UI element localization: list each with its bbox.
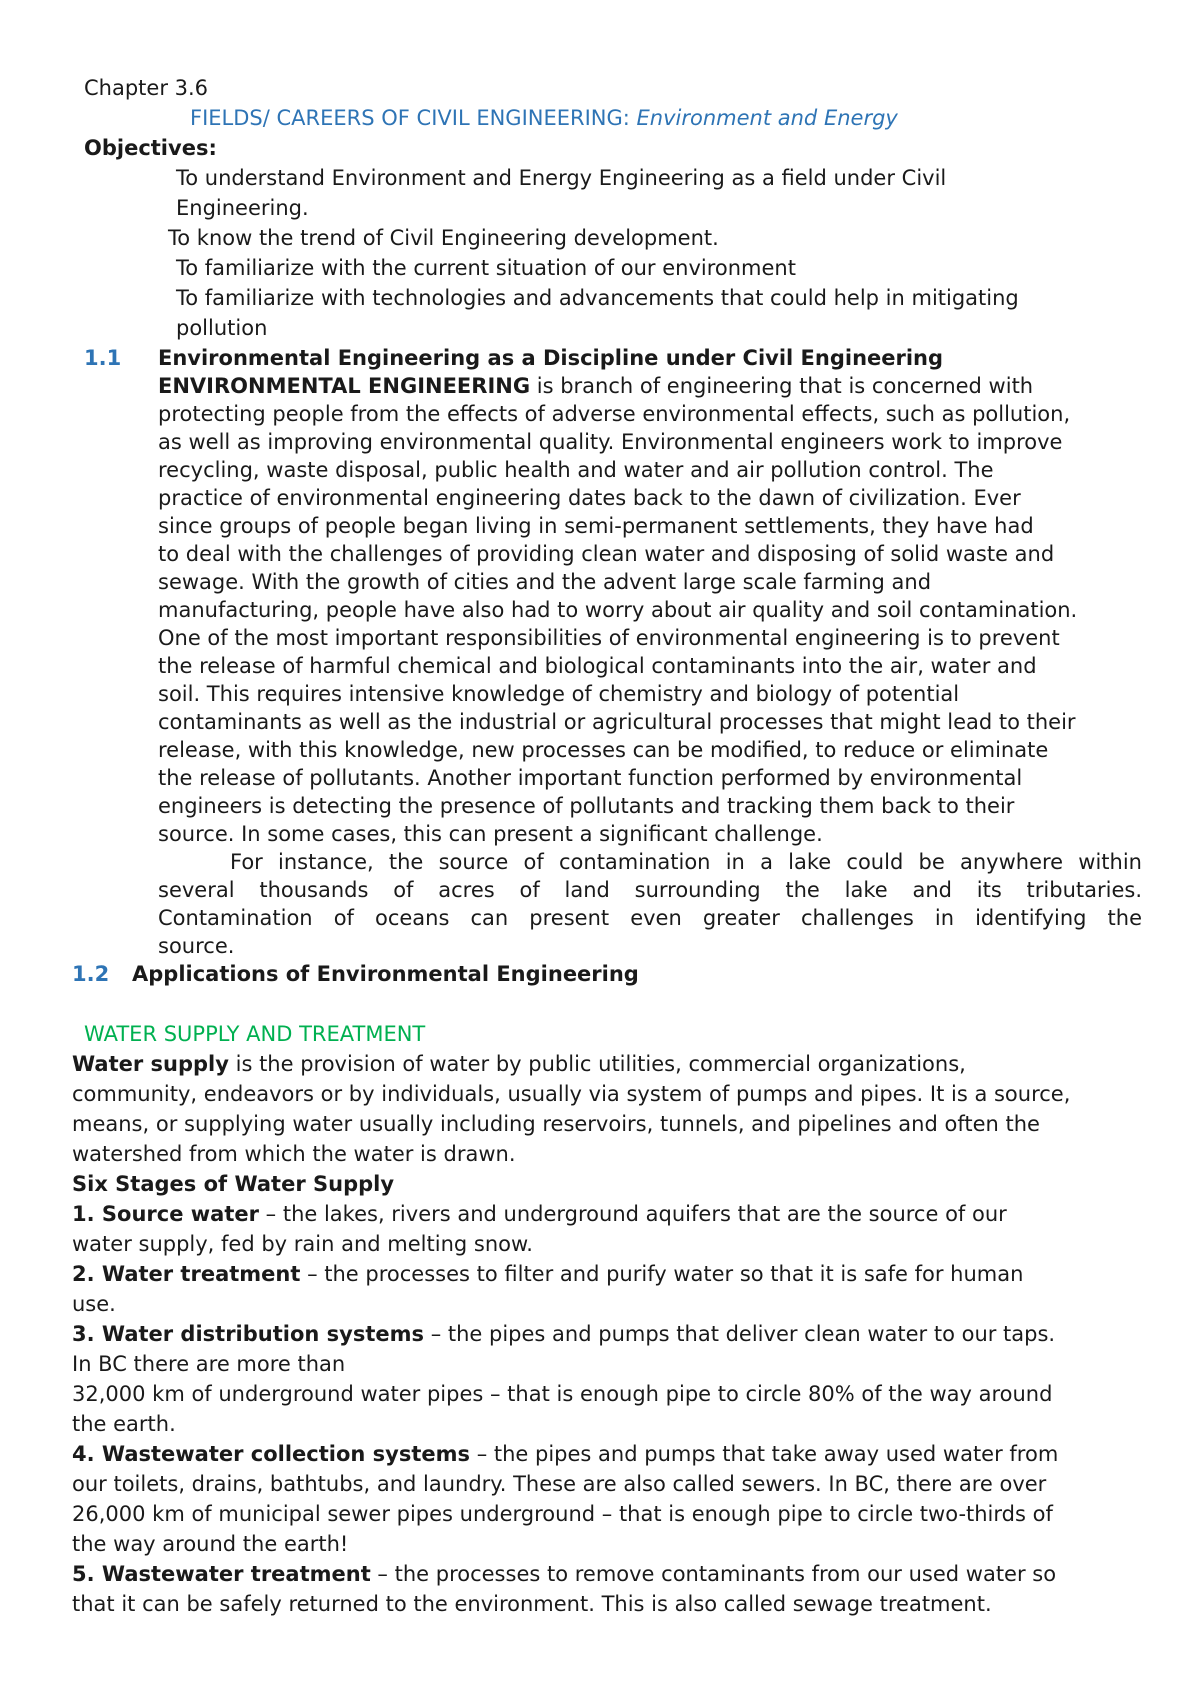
stage-title: 1. Source water <box>72 1202 259 1226</box>
objectives-heading: Objectives: <box>84 136 217 160</box>
term-environmental-engineering: ENVIRONMENTAL ENGINEERING <box>158 374 531 398</box>
body-line: sewage. With the growth of cities and the advent large scale farming and <box>158 570 932 594</box>
stage-line <box>72 1200 1007 1228</box>
stage-title: 5. Wastewater treatment <box>72 1562 371 1586</box>
body-line: contaminants as well as the industrial or agricultural processes that might lead to their <box>158 710 1076 734</box>
stage-line: that it can be safely returned to the environment. This is also called sewage treatment. <box>72 1592 992 1616</box>
body-text: – the processes to filter and purify water so that it is safe for human <box>300 1262 1024 1286</box>
stage-line: our toilets, drains, bathtubs, and laundry. These are also called sewers. In BC, there are over <box>72 1472 1047 1496</box>
body-line: source. In some cases, this can present a significant challenge. <box>158 822 823 846</box>
body-line: manufacturing, people have also had to worry about air quality and soil contamination. <box>158 598 1078 622</box>
stage-line: water supply, fed by rain and melting snow. <box>72 1232 533 1256</box>
body-line: watershed from which the water is drawn. <box>72 1142 516 1166</box>
stage-line <box>72 1320 1055 1348</box>
body-text: is branch of engineering that is concerned with <box>530 374 1034 398</box>
body-line: Contamination of oceans can present even greater challenges in identifying the <box>158 906 1142 930</box>
body-line: source. <box>158 934 235 958</box>
stage-line: the way around the earth! <box>72 1532 349 1556</box>
body-text: – the lakes, rivers and underground aquifers that are the source of our <box>258 1202 1007 1226</box>
objective-line: To familiarize with the current situation of our environment <box>176 256 796 280</box>
stage-line: 26,000 km of municipal sewer pipes underground – that is enough pipe to circle two-thirds of <box>72 1502 1053 1526</box>
objective-line: To know the trend of Civil Engineering development. <box>168 226 719 250</box>
body-line: as well as improving environmental quality. Environmental engineers work to improve <box>158 430 1063 454</box>
section-title: Environmental Engineering as a Discipline under Civil Engineering <box>158 346 944 370</box>
section-number: 1.1 <box>84 346 122 370</box>
body-line: engineers is detecting the presence of pollutants and tracking them back to their <box>158 794 1015 818</box>
body-text: – the processes to remove contaminants from our used water so <box>370 1562 1057 1586</box>
body-line: practice of environmental engineering dates back to the dawn of civilization. Ever <box>158 486 1021 510</box>
objective-line: To understand Environment and Energy Engineering as a field under Civil <box>176 166 947 190</box>
body-text: – the pipes and pumps that take away used water from <box>470 1442 1059 1466</box>
stage-title: 3. Water distribution systems <box>72 1322 425 1346</box>
objective-line: To familiarize with technologies and advancements that could help in mitigating <box>176 286 1019 310</box>
body-line: several thousands of acres of land surrounding the lake and its tributaries. <box>158 878 1142 902</box>
body-line: One of the most important responsibilities of environmental engineering is to prevent <box>158 626 1060 650</box>
stages-heading: Six Stages of Water Supply <box>72 1172 395 1196</box>
body-line: community, endeavors or by individuals, usually via system of pumps and pipes. It is a source, <box>72 1082 1071 1106</box>
stage-line: the earth. <box>72 1412 176 1436</box>
body-line: to deal with the challenges of providing clean water and disposing of solid waste and <box>158 542 1055 566</box>
section-heading-1-2 <box>72 960 639 988</box>
stage-line: In BC there are more than <box>72 1352 346 1376</box>
body-line <box>72 1050 966 1078</box>
stage-line <box>72 1440 1058 1468</box>
body-text: is the provision of water by public utilities, commercial organizations, <box>228 1052 966 1076</box>
body-line: protecting people from the effects of adverse environmental effects, such as pollution, <box>158 402 1071 426</box>
body-line: the release of harmful chemical and biological contaminants into the air, water and <box>158 654 1037 678</box>
title-main: FIELDS/ CAREERS OF CIVIL ENGINEERING: <box>190 106 637 130</box>
page-title <box>190 104 898 132</box>
body-line: means, or supplying water usually including reservoirs, tunnels, and pipelines and often the <box>72 1112 1040 1136</box>
title-italic: Environment and Energy <box>636 106 898 130</box>
stage-title: 4. Wastewater collection systems <box>72 1442 471 1466</box>
chapter-label: Chapter 3.6 <box>84 76 209 100</box>
body-line: For instance, the source of contamination in a lake could be anywhere within <box>230 850 1142 874</box>
term-water-supply: Water supply <box>72 1052 229 1076</box>
section-title: Applications of Environmental Engineering <box>132 962 639 986</box>
body-line: soil. This requires intensive knowledge of chemistry and biology of potential <box>158 682 960 706</box>
water-heading: WATER SUPPLY AND TREATMENT <box>84 1022 426 1046</box>
body-line <box>158 372 1033 400</box>
section-number: 1.2 <box>72 962 110 986</box>
stage-line: 32,000 km of underground water pipes – that is enough pipe to circle 80% of the way around <box>72 1382 1053 1406</box>
stage-line <box>72 1560 1056 1588</box>
body-line: release, with this knowledge, new processes can be modified, to reduce or eliminate <box>158 738 1049 762</box>
objective-line: pollution <box>176 316 268 340</box>
body-line: the release of pollutants. Another important function performed by environmental <box>158 766 1023 790</box>
objective-line: Engineering. <box>176 196 309 220</box>
body-line: recycling, waste disposal, public health and water and air pollution control. The <box>158 458 994 482</box>
body-text: – the pipes and pumps that deliver clean water to our taps. <box>424 1322 1056 1346</box>
section-heading-1-1 <box>84 344 943 372</box>
body-line: since groups of people began living in semi-permanent settlements, they have had <box>158 514 1034 538</box>
stage-line: use. <box>72 1292 116 1316</box>
stage-title: 2. Water treatment <box>72 1262 301 1286</box>
stage-line <box>72 1260 1023 1288</box>
